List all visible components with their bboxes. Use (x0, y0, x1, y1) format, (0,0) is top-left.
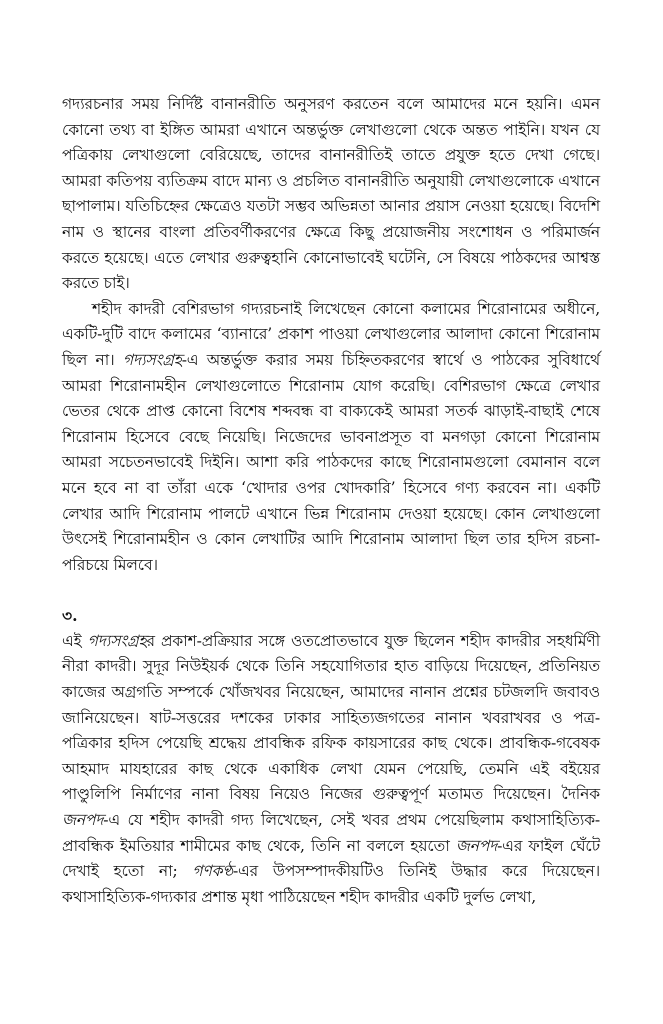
paragraph-3-text-d: -এর ফাইল ঘেঁটে দেখাই হতো না; (62, 836, 600, 881)
page-body (62, 92, 600, 910)
newspaper-title-italic: জনপদ (455, 836, 498, 855)
paragraph-acknowledgements (62, 629, 600, 911)
section-number: ৩. (62, 606, 78, 626)
newspaper-title-italic: জনপদ (62, 811, 104, 830)
paragraph-spelling-conventions (62, 92, 600, 297)
newspaper-title-italic: গণকণ্ঠ (192, 862, 233, 881)
paragraph-3-text-e: -এর উপসম্পাদকীয়টিও তিনিই উদ্ধার করে দিয়েছেন। কথাসাহিত্যিক-গদ্যকার প্রশান্ত মৃধা পাঠিয়েছেন শহীদ কাদরীর একটি দুর্লভ লেখা, (62, 862, 601, 906)
paragraph-2-text-a: শহীদ কাদরী বেশিরভাগ গদ্যরচনাই লিখেছেন কোনো কলামের শিরোনামের অধীনে, একটি-দুটি বাদে কলামের ‘ব্যানারে’ প্রকাশ পাওয়া লেখাগুলোর আলাদা কোনো শিরোনাম ছিল না। (62, 299, 600, 369)
paragraph-2-text-b: -এ অন্তর্ভুক্ত করার সময় চিহ্নিতকরণের স্বার্থে ও পাঠকের সুবিধার্থে আমরা শিরোনামহীন লেখাগুলোতে শিরোনাম যোগ করেছি। বেশিরভাগ ক্ষেত্রে লেখার ভেতর থেকে প্রাপ্ত কোনো বিশেষ শব্দবন্ধ বা বাক্যকেই আমরা সতর্ক ঝাড়াই-বাছাই শেষে শিরোনাম হিসেবে বেছে নিয়েছি। নিজেদের ভাবনাপ্রসূত বা মনগড়া কোনো শিরোনাম আমরা সচেতনভাবেই দিইনি। আশা করি পাঠকদের কাছে শিরোনামগুলো বেমানান বলে মনে হবে না বা তাঁরা একে ‘খোদার ওপর খোদকারি’ হিসেবে গণ্য করবেন না। একটি লেখার আদি শিরোনাম পালটে এখানে ভিন্ন শিরোনাম দেওয়া হয়েছে। কোন লেখাগুলো উৎসেই শিরোনামহীন ও কোন লেখাটির আদি শিরোনাম আলাদা ছিল তার হদিস রচনা-পরিচয়ে মিলবে। (62, 350, 601, 574)
paragraph-3-text-b: র প্রকাশ-প্রক্রিয়ার সঙ্গে ওতপ্রোতভাবে যুক্ত ছিলেন শহীদ কাদরীর সহধর্মিণী নীরা কাদরী। সুদূর নিউইয়র্ক থেকে তিনি সহযোগিতার হাত বাড়িয়ে দিয়েছেন, প্রতিনিয়ত কাজের অগ্রগতি সম্পর্কে খোঁজখবর নিয়েছেন, আমাদের নানান প্রশ্নের চটজলদি জবাবও জানিয়েছেন। ষাট-সত্তরের দশকের ঢাকার সাহিত্যজগতের নানান খবরাখবর ও পত্র-পত্রিকার হদিস পেয়েছি শ্রদ্ধেয় প্রাবন্ধিক রফিক কায়সারের কাছ থেকে। প্রাবন্ধিক-গবেষক আহমাদ মাযহারের কাছ থেকে একাধিক লেখা যেমন পেয়েছি, তেমনি এই বইয়ের পাণ্ডুলিপি নির্মাণের নানা বিষয় নিয়েও নিজের গুরুত্বপূর্ণ মতামত দিয়েছেন। দৈনিক (62, 631, 600, 804)
book-title-italic: গদ্যসংগ্রহ (122, 350, 182, 369)
paragraph-1-text: গদ্যরচনার সময় নির্দিষ্ট বানানরীতি অনুসরণ করতেন বলে আমাদের মনে হয়নি। এমন কোনো তথ্য বা ইঙ্গিত আমরা এখানে অন্তর্ভুক্ত লেখাগুলো থেকে অন্তত পাইনি। যখন যে পত্রিকায় লেখাগুলো বেরিয়েছে, তাদের বানানরীতিই তাতে প্রযুক্ত হতে দেখা গেছে। আমরা কতিপয় ব্যতিক্রম বাদে মান্য ও প্রচলিত বানানরীতি অনুযায়ী লেখাগুলোকে এখানে ছাপালাম। যতিচিহ্নের ক্ষেত্রেও যতটা সম্ভব অভিন্নতা আনার প্রয়াস নেওয়া হয়েছে। বিদেশি নাম ও স্থানের বাংলা প্রতিবর্ণীকরণের ক্ষেত্রে কিছু প্রয়োজনীয় সংশোধন ও পরিমার্জন করতে হয়েছে। এতে লেখার গুরুত্বহানি কোনোভাবেই ঘটেনি, সে বিষয়ে পাঠকদের আশ্বস্ত করতে চাই। (62, 95, 600, 293)
book-title-italic: গদ্যসংগ্রহ (87, 631, 147, 650)
paragraph-titles (62, 297, 600, 579)
paragraph-3-text-c: -এ যে শহীদ কাদরী গদ্য লিখেছেন, সেই খবর প্রথম পেয়েছিলাম কথাসাহিত্যিক-প্রাবন্ধিক ইমতিয়ার শামীমের কাছ থেকে, তিনি না বললে হয়তো (62, 811, 600, 855)
paragraph-3-text-a: এই (62, 631, 88, 650)
